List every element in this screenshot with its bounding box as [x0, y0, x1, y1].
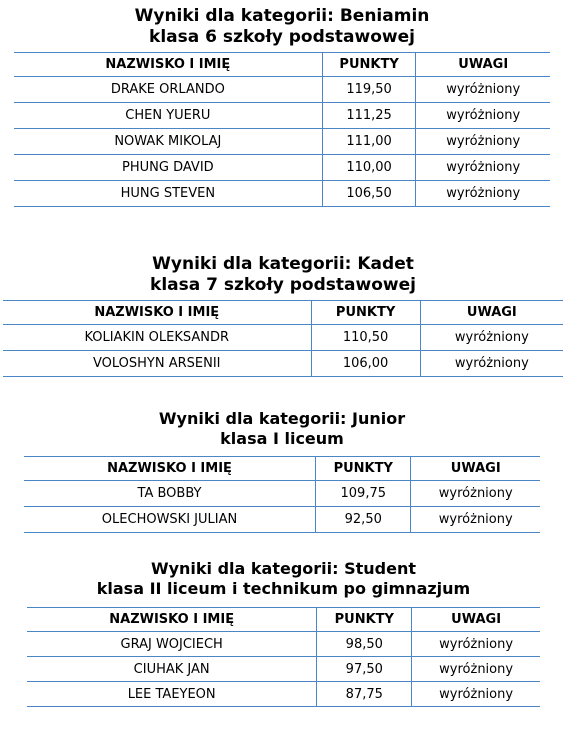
results-table	[14, 52, 550, 207]
table-header-row	[27, 608, 540, 632]
section-title-line1: Wyniki dla kategorii: Junior	[158, 409, 406, 428]
table-row	[24, 507, 540, 533]
cell-notes: wyróżniony	[411, 481, 540, 507]
table-row	[27, 632, 540, 657]
section-title	[27, 559, 540, 599]
cell-points: 111,25	[322, 103, 416, 129]
cell-name: NOWAK MIKOLAJ	[14, 129, 322, 155]
section-title	[24, 409, 540, 449]
header-points: PUNKTY	[322, 53, 416, 77]
results-table	[3, 300, 563, 377]
cell-notes: wyróżniony	[412, 657, 540, 682]
table-row	[27, 682, 540, 707]
header-name: NAZWISKO I IMIĘ	[27, 608, 317, 632]
header-points: PUNKTY	[316, 457, 411, 481]
cell-name: KOLIAKIN OLEKSANDR	[3, 325, 311, 351]
table-row	[14, 129, 550, 155]
section-title-line2: klasa II liceum i technikum po gimnazjum	[96, 579, 471, 598]
cell-name: LEE TAEYEON	[27, 682, 317, 707]
table-row	[24, 481, 540, 507]
cell-name: HUNG STEVEN	[14, 181, 322, 207]
header-points: PUNKTY	[311, 301, 420, 325]
section-title	[3, 254, 563, 296]
cell-points: 119,50	[322, 77, 416, 103]
cell-notes: wyróżniony	[416, 155, 550, 181]
cell-name: DRAKE ORLANDO	[14, 77, 322, 103]
section-title-line2: klasa 6 szkoły podstawowej	[149, 27, 415, 47]
cell-notes: wyróżniony	[411, 507, 540, 533]
cell-name: CIUHAK JAN	[27, 657, 317, 682]
table-row	[3, 325, 563, 351]
table-row	[14, 103, 550, 129]
cell-notes: wyróżniony	[416, 181, 550, 207]
results-table	[27, 607, 540, 707]
cell-points: 106,00	[311, 351, 420, 377]
cell-points: 97,50	[317, 657, 412, 682]
cell-points: 87,75	[317, 682, 412, 707]
table-row	[14, 181, 550, 207]
section-title-line2: klasa 7 szkoły podstawowej	[150, 275, 416, 295]
header-name: NAZWISKO I IMIĘ	[14, 53, 322, 77]
section-title-line1: Wyniki dla kategorii: Kadet	[152, 254, 414, 274]
section-title-line1: Wyniki dla kategorii: Student	[150, 559, 417, 578]
cell-points: 111,00	[322, 129, 416, 155]
cell-name: VOLOSHYN ARSENII	[3, 351, 311, 377]
cell-name: PHUNG DAVID	[14, 155, 322, 181]
cell-notes: wyróżniony	[420, 351, 563, 377]
cell-points: 92,50	[316, 507, 411, 533]
cell-notes: wyróżniony	[416, 129, 550, 155]
section-title	[14, 6, 550, 48]
section-beniamin	[14, 6, 550, 207]
header-notes: UWAGI	[412, 608, 540, 632]
cell-name: OLECHOWSKI JULIAN	[24, 507, 316, 533]
cell-name: TA BOBBY	[24, 481, 316, 507]
cell-name: GRAJ WOJCIECH	[27, 632, 317, 657]
table-row	[14, 77, 550, 103]
table-row	[14, 155, 550, 181]
header-notes: UWAGI	[411, 457, 540, 481]
cell-notes: wyróżniony	[412, 682, 540, 707]
cell-points: 106,50	[322, 181, 416, 207]
cell-points: 110,00	[322, 155, 416, 181]
table-header-row	[24, 457, 540, 481]
section-title-line2: klasa I liceum	[220, 429, 344, 448]
table-header-row	[14, 53, 550, 77]
section-student	[27, 559, 540, 707]
cell-points: 109,75	[316, 481, 411, 507]
table-row	[3, 351, 563, 377]
header-points: PUNKTY	[317, 608, 412, 632]
cell-notes: wyróżniony	[416, 103, 550, 129]
cell-points: 110,50	[311, 325, 420, 351]
results-table	[24, 456, 540, 533]
cell-points: 98,50	[317, 632, 412, 657]
cell-name: CHEN YUERU	[14, 103, 322, 129]
section-junior	[24, 409, 540, 533]
cell-notes: wyróżniony	[416, 77, 550, 103]
section-kadet	[3, 254, 563, 377]
header-name: NAZWISKO I IMIĘ	[3, 301, 311, 325]
header-notes: UWAGI	[420, 301, 563, 325]
header-name: NAZWISKO I IMIĘ	[24, 457, 316, 481]
cell-notes: wyróżniony	[412, 632, 540, 657]
table-header-row	[3, 301, 563, 325]
table-row	[27, 657, 540, 682]
cell-notes: wyróżniony	[420, 325, 563, 351]
header-notes: UWAGI	[416, 53, 550, 77]
section-title-line1: Wyniki dla kategorii: Beniamin	[134, 6, 430, 26]
